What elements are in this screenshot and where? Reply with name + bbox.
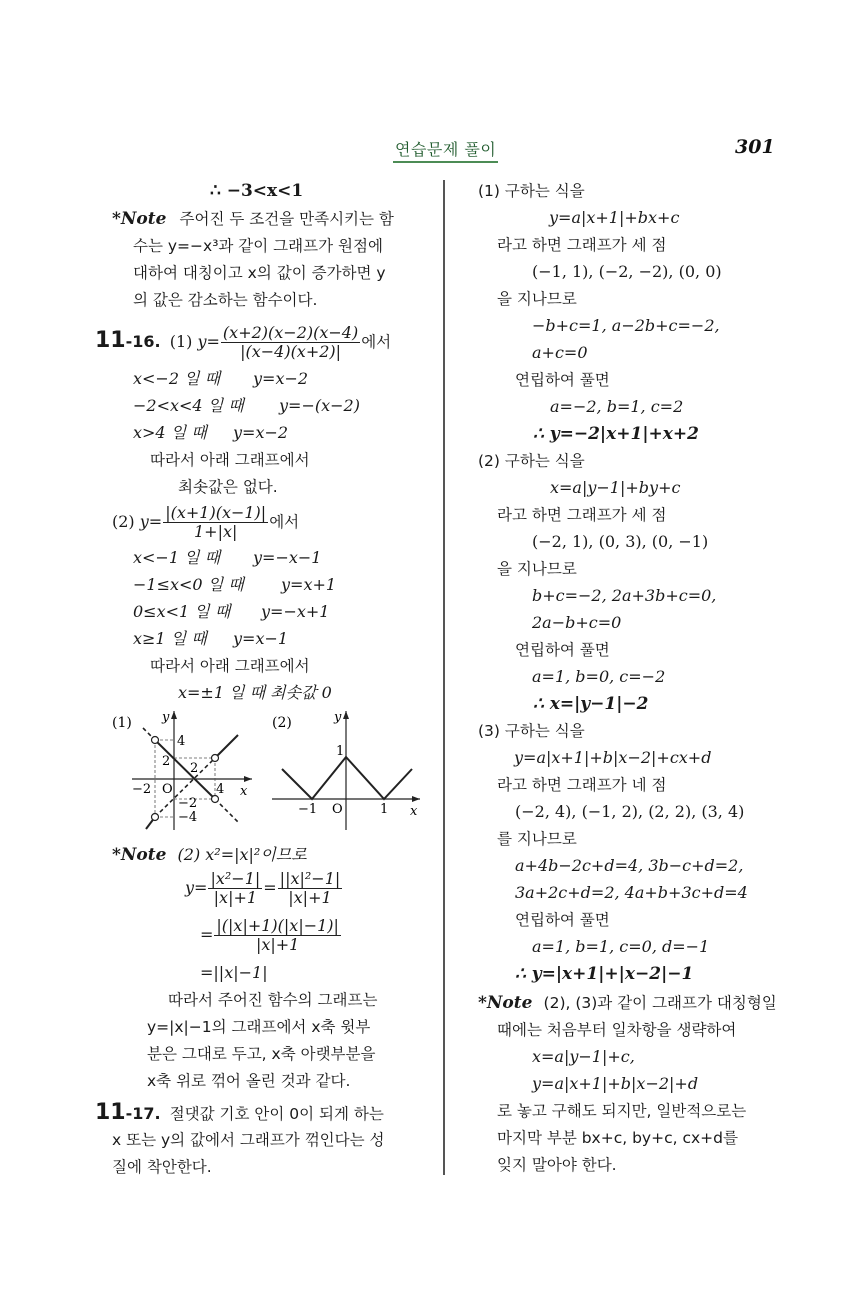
case-row — [133, 369, 308, 389]
r-part2-pass-text: 라고 하면 그래프가 세 점 — [497, 506, 667, 524]
r-note-first-line — [478, 993, 777, 1013]
fraction — [278, 870, 343, 907]
numerator: |x²−1| — [210, 869, 261, 888]
svg-text:O: O — [162, 782, 173, 797]
r-note-line-5: 로 놓고 구해도 되지만, 일반적으로는 — [497, 1102, 747, 1120]
r-part1-formula: y=a|x+1|+bx+c — [549, 208, 680, 227]
r-note-line-7: 잊지 말아야 한다. — [497, 1156, 617, 1174]
note-label: *Note — [478, 993, 533, 1013]
note2-equation-3: =||x|−1| — [200, 963, 268, 982]
case-condition: −1≤x<0 일 때 — [133, 575, 244, 594]
denominator: |x|+1 — [255, 935, 300, 954]
r-part3-answer: ∴ y=|x+1|+|x−2|−1 — [515, 964, 694, 984]
case-condition: x<−1 일 때 — [133, 548, 221, 567]
r-note-line-2: 때에는 처음부터 일차항을 생략하여 — [497, 1021, 737, 1039]
r-part3-solve: 연립하여 풀면 — [515, 911, 610, 929]
case-expression: y=−(x−2) — [279, 396, 360, 415]
tick-label: −2 — [178, 796, 198, 811]
note2-line-4: x축 위로 꺾어 올린 것과 같다. — [147, 1072, 351, 1090]
r-part2-eq2: 2a−b+c=0 — [532, 613, 622, 632]
tick-label: 2 — [162, 754, 171, 769]
fraction — [208, 870, 262, 907]
r-part3-pass-suffix: 를 지나므로 — [497, 830, 577, 848]
r-part2-formula: x=a|y−1|+by+c — [550, 478, 681, 497]
r-part3-points: (−2, 4), (−1, 2), (2, 2), (3, 4) — [515, 802, 745, 821]
fraction — [214, 917, 341, 954]
r-note-line-6: 마지막 부분 bx+c, by+c, cx+d를 — [497, 1129, 738, 1147]
case-expression: y=x+1 — [281, 575, 337, 594]
problem-text: 절댓값 기호 안이 0이 되게 하는 — [169, 1105, 384, 1123]
r-part3-pass-text: 라고 하면 그래프가 네 점 — [497, 776, 667, 794]
r-part1-pass-suffix: 을 지나므로 — [497, 290, 577, 308]
tick-label: 4 — [177, 734, 186, 749]
note1-first-line — [112, 209, 394, 229]
numerator: |(|x|+1)(|x|−1)| — [216, 916, 339, 935]
numerator: (x+2)(x−2)(x−4) — [222, 323, 359, 342]
svg-text:y: y — [162, 710, 170, 725]
tick-label: −2 — [132, 782, 152, 797]
graph-label: (1) — [112, 715, 132, 731]
tick-label: 4 — [216, 782, 225, 797]
part-label: (1) — [169, 332, 193, 351]
case-condition: x<−2 일 때 — [133, 369, 221, 388]
r-part3-label: (3) 구하는 식을 — [478, 722, 585, 740]
problem-number: 11 — [95, 328, 126, 353]
r-part1-points: (−1, 1), (−2, −2), (0, 0) — [532, 262, 722, 281]
r-part2-label: (2) 구하는 식을 — [478, 452, 585, 470]
tick-label: −1 — [298, 802, 318, 817]
part2-conclusion-2: x=±1 일 때 최솟값 0 — [178, 683, 332, 702]
part-label: (2) — [112, 512, 135, 531]
denominator: |x|+1 — [213, 888, 258, 907]
graph-label: (2) — [272, 715, 292, 731]
case-expression: y=x−2 — [253, 369, 309, 388]
tick-label: 2 — [190, 761, 199, 776]
note-label: *Note — [112, 209, 167, 229]
case-condition: x≥1 일 때 — [133, 629, 207, 648]
case-row — [133, 602, 329, 622]
note2-line-1: 따라서 주어진 함수의 그래프는 — [168, 991, 378, 1009]
problem-11-16-header — [95, 322, 391, 361]
r-part3-eq1: a+4b−2c+d=4, 3b−c+d=2, — [515, 856, 744, 875]
r-note-line-4: y=a|x+1|+b|x−2|+d — [532, 1074, 699, 1093]
note2-line-3: 분은 그대로 두고, x축 아랫부분을 — [147, 1045, 376, 1063]
formula-prefix: y= — [197, 332, 220, 351]
note1-line-4: 의 값은 감소하는 함수이다. — [133, 291, 318, 309]
problem-11-17-header — [95, 1100, 384, 1127]
numerator: |(x+1)(x−1)| — [165, 503, 267, 522]
problem-11-17-line-3: 질에 착안한다. — [112, 1158, 212, 1176]
eq-prefix: y= — [185, 878, 208, 897]
note1-text: 주어진 두 조건을 만족시키는 함 — [179, 210, 394, 228]
fraction — [221, 324, 360, 361]
note2-line-2: y=|x|−1의 그래프에서 x축 윗부 — [147, 1018, 371, 1036]
case-expression: y=−x+1 — [261, 602, 330, 621]
case-row — [133, 396, 360, 416]
note2-intro-text: (2) x²=|x|²이므로 — [177, 845, 307, 864]
case-condition: x>4 일 때 — [133, 423, 207, 442]
tick-label: 1 — [380, 802, 389, 817]
note2-equation-2: = $\frac{|(|x|+1)(|x|-1)|}{|x|+1}$ — [200, 916, 339, 954]
r-part2-eq1: b+c=−2, 2a+3b+c=0, — [532, 586, 717, 605]
r-part2-pass-suffix: 을 지나므로 — [497, 560, 577, 578]
case-row — [133, 548, 321, 568]
case-row — [133, 575, 336, 595]
svg-text:y: y — [334, 710, 342, 725]
column-divider — [443, 180, 445, 1175]
r-part1-pass-text: 라고 하면 그래프가 세 점 — [497, 236, 667, 254]
problem-11-17-line-2: x 또는 y의 값에서 그래프가 꺾인다는 성 — [112, 1131, 385, 1149]
part2-formula — [112, 503, 299, 541]
r-part2-solution: a=1, b=0, c=−2 — [532, 667, 666, 686]
note2-intro — [112, 845, 307, 865]
denominator: 1+|x| — [194, 522, 238, 541]
problem-subnumber: -16. — [125, 332, 161, 351]
formula-suffix: 에서 — [269, 513, 300, 531]
part2-conclusion-1: 따라서 아래 그래프에서 — [150, 657, 310, 675]
case-row — [133, 423, 288, 443]
part1-conclusion-2: 최솟값은 없다. — [178, 478, 278, 496]
svg-text:O: O — [332, 802, 343, 817]
r-part3-eq2: 3a+2c+d=2, 4a+b+3c+d=4 — [515, 883, 748, 902]
previous-conclusion: ∴ −3<x<1 — [210, 181, 304, 201]
page-number: 301 — [735, 136, 775, 158]
r-part2-points: (−2, 1), (0, 3), (0, −1) — [532, 532, 709, 551]
case-expression: y=x−1 — [233, 629, 289, 648]
case-row — [133, 629, 288, 649]
denominator: |(x−4)(x+2)| — [240, 342, 342, 361]
r-part3-solution: a=1, b=1, c=0, d=−1 — [532, 937, 710, 956]
r-part1-solve: 연립하여 풀면 — [515, 371, 610, 389]
tick-label: 1 — [336, 744, 345, 759]
r-part1-answer: ∴ y=−2|x+1|+x+2 — [533, 424, 699, 444]
r-note-line-3: x=a|y−1|+c, — [532, 1047, 635, 1066]
graph-2 — [270, 705, 430, 830]
note1-line-3: 대하여 대칭이고 x의 값이 증가하면 y — [133, 264, 386, 282]
note-text: (2), (3)과 같이 그래프가 대칭형일 — [543, 994, 777, 1012]
r-part3-formula: y=a|x+1|+b|x−2|+cx+d — [514, 748, 712, 767]
tick-label: −4 — [178, 810, 198, 825]
denominator: |x|+1 — [288, 888, 332, 907]
note2-equation-1: y= $\frac{\text{|x²−1|}}{|x|+1}$ = $\frac{\text{||x|²−1|}}{|x|+1}$ — [185, 869, 341, 907]
case-expression: y=−x−1 — [253, 548, 322, 567]
r-part1-eq2: a+c=0 — [532, 343, 588, 362]
case-expression: y=x−2 — [233, 423, 289, 442]
svg-text:x: x — [240, 784, 248, 799]
case-condition: 0≤x<1 일 때 — [133, 602, 231, 621]
note-label: *Note — [112, 845, 167, 865]
graph-1 — [110, 705, 260, 830]
part1-conclusion-1: 따라서 아래 그래프에서 — [150, 451, 310, 469]
formula-suffix: 에서 — [361, 333, 392, 351]
r-part1-eq1: −b+c=1, a−2b+c=−2, — [532, 316, 720, 335]
problem-number: 11 — [95, 1100, 126, 1125]
svg-text:x: x — [410, 804, 418, 819]
r-part1-solution: a=−2, b=1, c=2 — [550, 397, 684, 416]
case-condition: −2<x<4 일 때 — [133, 396, 244, 415]
fraction — [163, 504, 268, 541]
section-title: 연습문제 풀이 — [393, 137, 498, 163]
formula-prefix: y= — [139, 512, 163, 531]
r-part2-solve: 연립하여 풀면 — [515, 641, 610, 659]
r-part2-answer: ∴ x=|y−1|−2 — [533, 694, 649, 714]
note1-line-2: 수는 y=−x³과 같이 그래프가 원점에 — [133, 237, 383, 255]
r-part1-label: (1) 구하는 식을 — [478, 182, 585, 200]
numerator: ||x|²−1| — [279, 869, 341, 888]
problem-subnumber: -17. — [125, 1104, 161, 1123]
